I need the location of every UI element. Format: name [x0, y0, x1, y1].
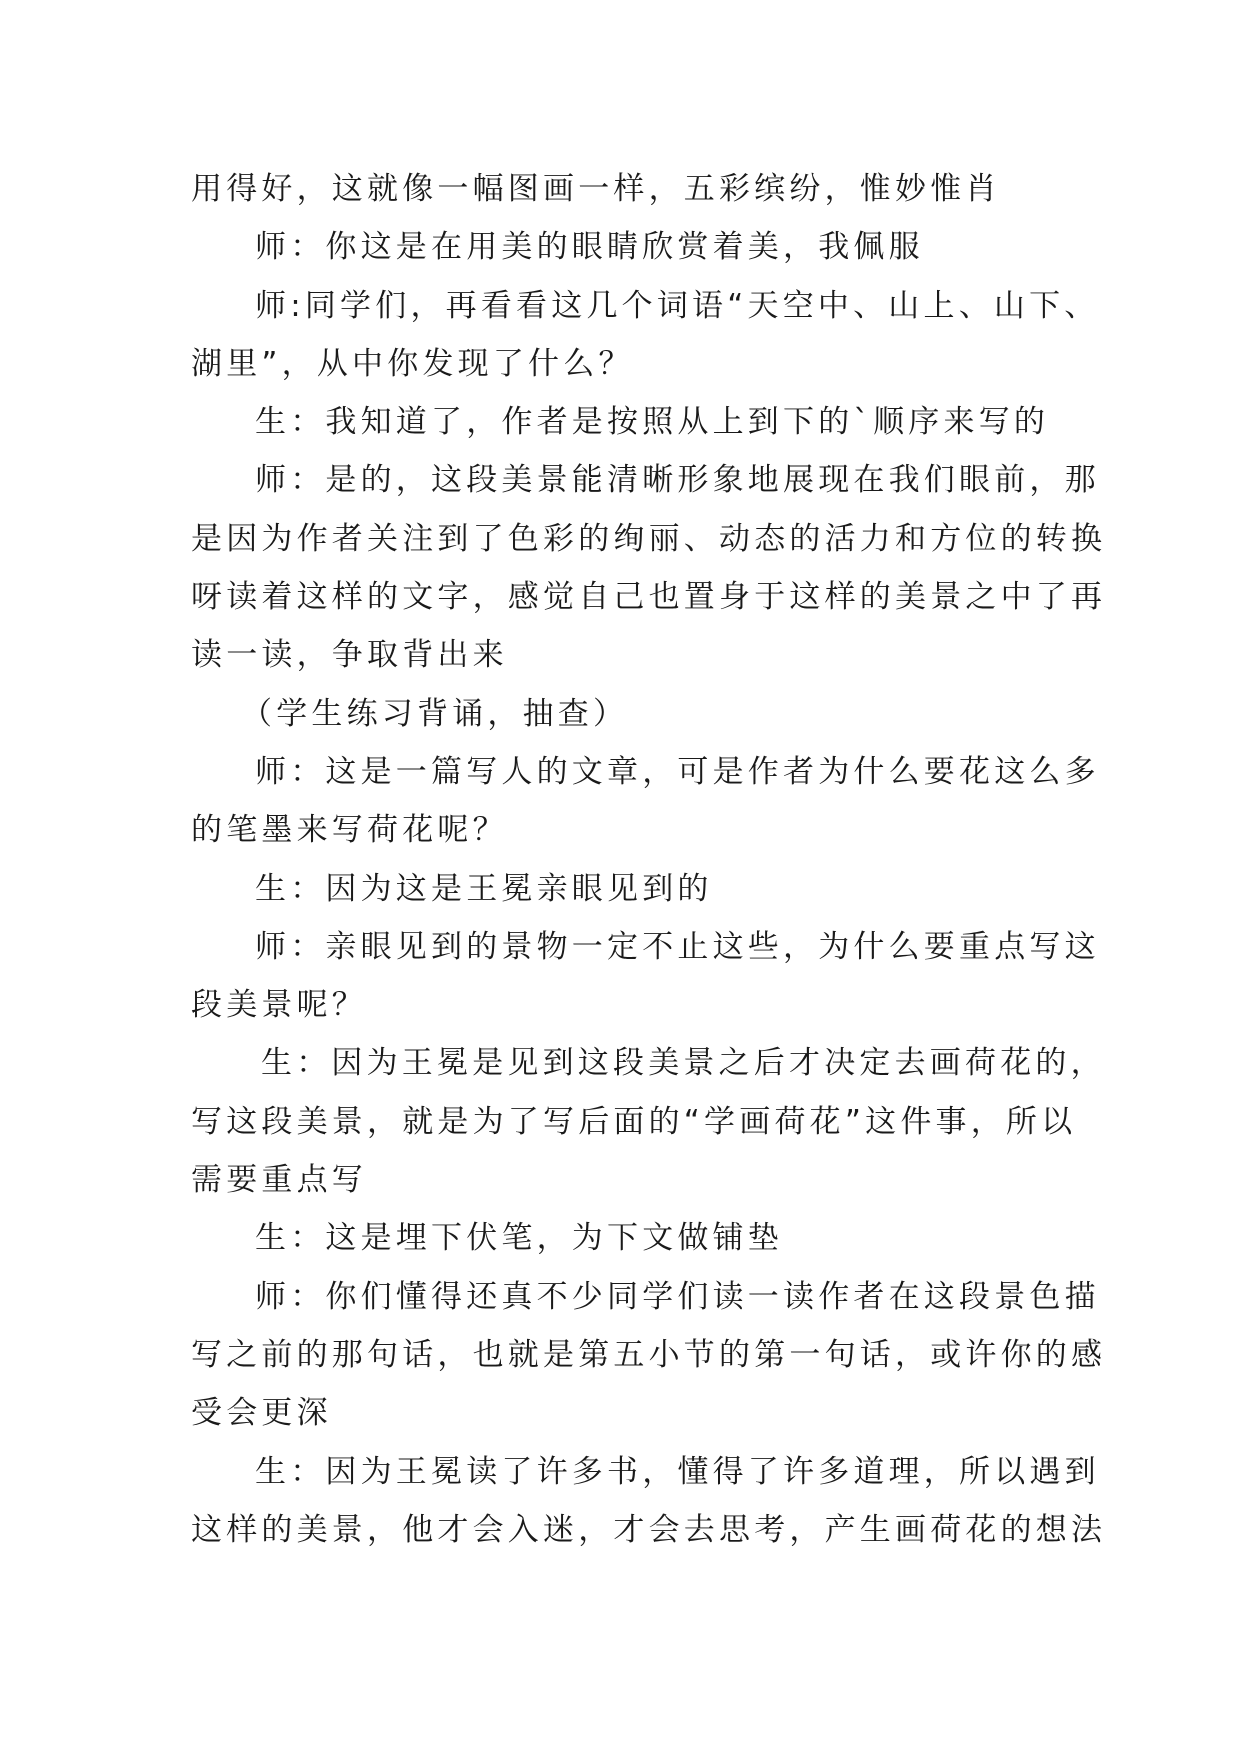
text-line: 生：我知道了，作者是按照从上到下的`顺序来写的	[255, 404, 1050, 441]
text-line: 受会更深	[191, 1395, 332, 1432]
text-line: 师：亲眼见到的景物一定不止这些，为什么要重点写这	[255, 928, 1100, 965]
text-line: 生：这是埋下伏笔，为下文做铺垫	[255, 1220, 783, 1257]
text-line: 师:同学们，再看看这几个词语“天空中、山上、山下、	[255, 287, 1100, 324]
text-line: 的笔墨来写荷花呢？	[191, 812, 508, 849]
text-line: 师：这是一篇写人的文章，可是作者为什么要花这么多	[255, 753, 1100, 790]
text-line: 生：因为王冕是见到这段美景之后才决定去画荷花的，	[261, 1045, 1106, 1082]
text-line: 写之前的那句话，也就是第五小节的第一句话，或许你的感	[191, 1336, 1107, 1373]
text-line: 湖里”，从中你发现了什么？	[191, 345, 634, 382]
text-line: 呀读着这样的文字，感觉自己也置身于这样的美景之中了再	[191, 579, 1107, 616]
text-line: 是因为作者关注到了色彩的绚丽、动态的活力和方位的转换	[191, 520, 1107, 557]
text-line: 用得好，这就像一幅图画一样，五彩缤纷，惟妙惟肖	[191, 171, 1001, 207]
text-line: 生：因为王冕读了许多书，懂得了许多道理，所以遇到	[255, 1453, 1100, 1490]
text-line: （学生练习背诵，抽查）	[241, 695, 629, 732]
text-line: 师：你这是在用美的眼睛欣赏着美，我佩服	[255, 229, 924, 266]
document-body	[191, 160, 1107, 1559]
text-line: 段美景呢？	[191, 987, 367, 1024]
text-line: 师：是的，这段美景能清晰形象地展现在我们眼前，那	[255, 462, 1100, 499]
text-line: 师：你们懂得还真不少同学们读一读作者在这段景色描	[255, 1278, 1100, 1315]
text-line: 需要重点写	[191, 1162, 367, 1199]
text-line: 读一读，争取背出来	[191, 637, 508, 674]
text-line: 这样的美景，他才会入迷，才会去思考，产生画荷花的想法	[191, 1511, 1107, 1548]
text-line: 生：因为这是王冕亲眼见到的	[255, 870, 713, 907]
text-line: 写这段美景，就是为了写后面的“学画荷花”这件事，所以	[191, 1103, 1077, 1140]
